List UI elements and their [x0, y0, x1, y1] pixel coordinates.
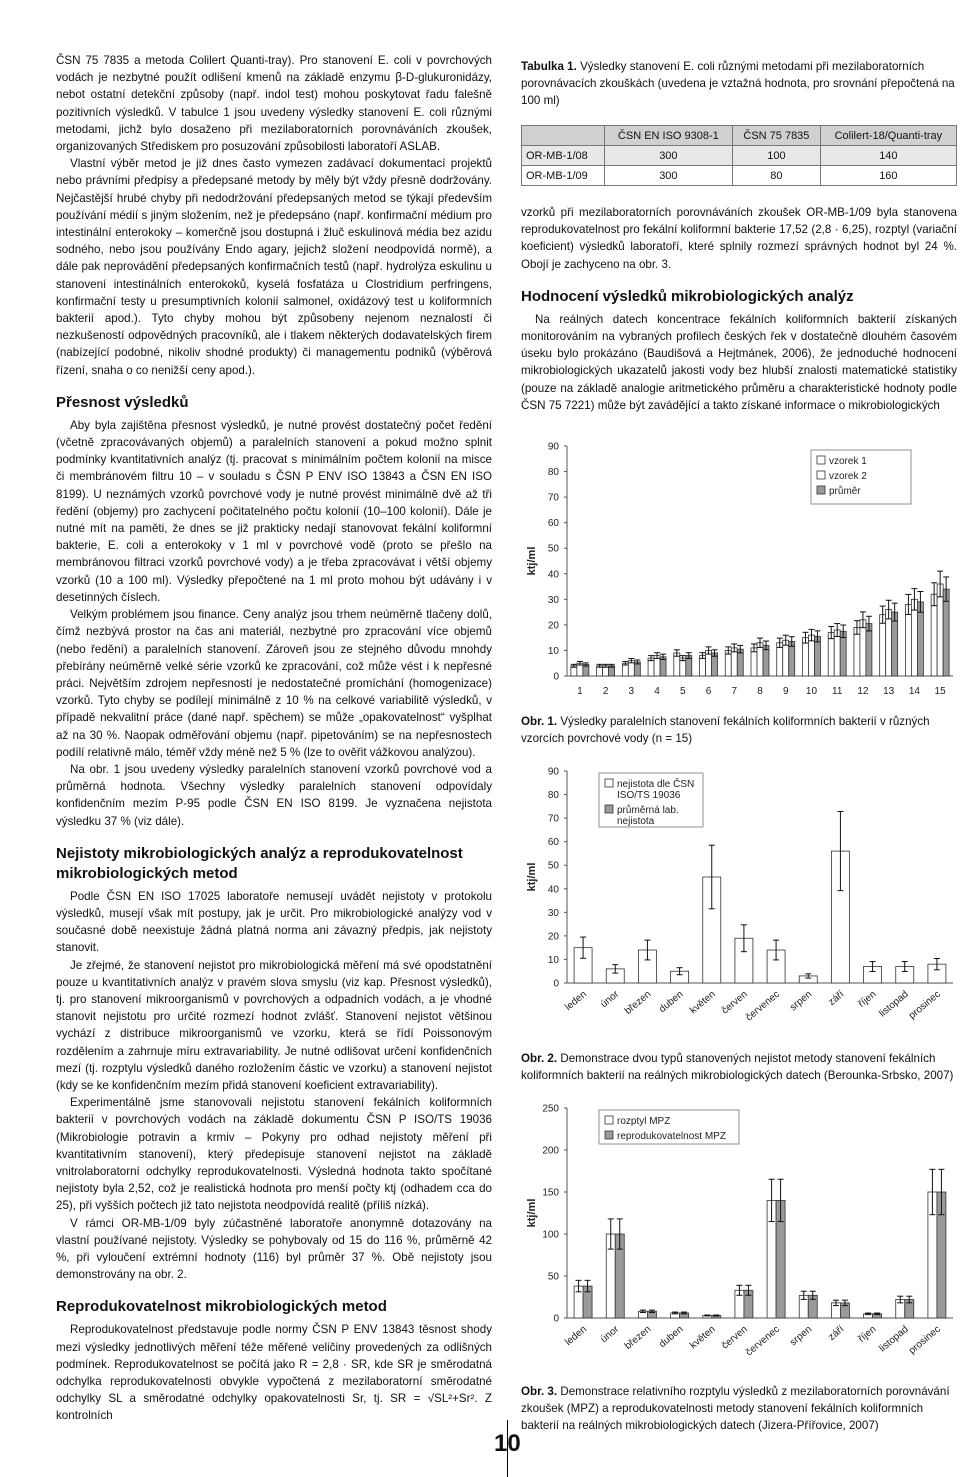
- chart-1: [521, 434, 957, 704]
- x-tick-label: říjen: [856, 1323, 879, 1345]
- x-tick-label: 8: [757, 686, 763, 698]
- figure-3-label: Obr. 3.: [521, 1385, 558, 1399]
- table-caption-label: Tabulka 1.: [521, 60, 577, 73]
- legend-label: vzorek 2: [829, 471, 867, 483]
- bar: [886, 610, 892, 676]
- legend-swatch: [817, 486, 825, 494]
- y-tick-label: 80: [547, 467, 559, 479]
- paragraph-presnost-2: Velkým problémem jsou finance. Ceny analýz jsou trhem neúměrně tlačeny dolů, čímž nezbývá prostor na čas ani materiál, nezbytné pro zpracování více objemů (nebo ředění) a paralelních stanovení. Zároveň jsou ze stejného důvodu mnohdy přebírány neúměrně velké série vzorků ke zpracování, což může vést i k nepřesné práci. Největším zdrojem nepřesností je nedostatečné promíchání (homogenizace) vzorků. Tyto chyby se podílejí minimálně z 10 % na celkové variabilitě výsledků, v případě nekvalitní práce (dané např. spěchem) se může „opakovatelnost“ vyšplhat až na 30 %. Naopak odměřování objemu (např. pipetováním) se na nepřesnostech podílí relativně málo, téměř vždy méně než 5 % (lze to ověřit vážkovou analýzou).: [56, 608, 492, 759]
- paragraph-after-table: vzorků při mezilaboratorních porovnáváních zkoušek OR-MB-1/09 byla stanovena reprodukovatelnost pro fekální koliformní bakterie 17,52 (2,8 · 6,25), rozptyl (variační koeficient) výsledků laboratoří, které splnily rozmezí správných hodnot byl 24 %. Obojí je zachyceno na obr. 3.: [521, 206, 957, 271]
- paragraph-intro-1: ČSN 75 7835 a metoda Colilert Quanti-tray). Pro stanovení E. coli v povrchových vodách je nezbytné použít odlišení kmenů na základě enzymu β-D-glukuronidázy, nebot ostatní detekční způsoby (např. indol test) mohou poskytovat řadu falešně pozitivních výsledků. V tabulce 1 jsou uvedeny výsledky stanovení E. coli různými metodami, jichž bylo dosaženo při mezilaboratorních porovnáváních zkoušek, organizovaných Střediskem pro posuzování způsobilosti laboratoří ASLAB.: [56, 54, 492, 154]
- x-tick-label: 7: [731, 686, 738, 698]
- y-tick-label: 90: [547, 441, 559, 453]
- figure-2: [521, 761, 957, 1046]
- x-tick-label: červenec: [743, 1323, 783, 1359]
- table-cell: 300: [604, 146, 732, 166]
- figure-3-caption: [521, 1383, 957, 1434]
- legend-label: průměrná lab.: [617, 805, 679, 817]
- bar: [917, 602, 923, 676]
- paragraph-reprodukovatelnost: Reprodukovatelnost představuje podle normy ČSN P ENV 13843 těsnost shody mezi výsledky jednotlivých měření téže měřené veličiny provedených za odlišných podmínek. Reprodukovatelnost se počítá jako R = 2,8 · SR, kde SR je směrodatná odchylka reprodukovatelnosti obvykle vypočtená z mezilaboratorní směrodatné odchylky SL a směrodatné odchylky opakovatelnosti Sr, tj. SR = √SL²+Sr². Z kontrolních: [56, 1323, 492, 1423]
- y-axis-label: ktj/ml: [526, 1198, 538, 1228]
- table-header-cell: ČSN 75 7835: [733, 126, 821, 146]
- figure-1-caption-text: Výsledky paralelních stanovení fekálních koliformních bakterií v různých vzorcích povrchové vody (n = 15): [521, 715, 930, 746]
- x-tick-label: duben: [657, 988, 686, 1016]
- x-tick-label: 10: [805, 686, 818, 698]
- y-tick-label: 50: [547, 543, 559, 555]
- bar: [892, 612, 898, 676]
- x-tick-label: 14: [908, 686, 920, 698]
- y-tick-label: 200: [542, 1145, 559, 1157]
- y-tick-label: 0: [553, 978, 559, 990]
- x-tick-label: březen: [622, 988, 654, 1017]
- table-caption: [521, 58, 957, 109]
- x-tick-label: únor: [598, 1323, 622, 1346]
- x-tick-label: prosinec: [906, 1323, 943, 1357]
- y-tick-label: 0: [553, 1313, 559, 1325]
- y-tick-label: 30: [547, 907, 559, 919]
- figure-2-caption: [521, 1050, 957, 1084]
- bar: [931, 594, 937, 676]
- figure-1: [521, 434, 957, 709]
- y-tick-label: 70: [547, 492, 559, 504]
- y-tick-label: 40: [547, 884, 559, 896]
- table-header-cell: Colilert-18/Quanti-tray: [820, 126, 956, 146]
- x-tick-label: 12: [857, 686, 869, 698]
- results-table: [521, 125, 957, 186]
- heading-hodnoceni: Hodnocení výsledků mikrobiologických analýz: [521, 287, 854, 305]
- legend-label: rozptyl MPZ: [617, 1116, 671, 1128]
- table-cell: OR-MB-1/08: [522, 146, 605, 166]
- x-tick-label: říjen: [856, 988, 879, 1010]
- paragraph-presnost-1: Aby byla zajištěna přesnost výsledků, je nutné provést dostatečný počet ředění (včetně zpracovávaných objemů) a paralelních stanovení a pokud možno splnit podmínky kvantitativních analýz (tj. pracovat s minimálním počtem kolonií na misce či membránovém filtru 10 – v souladu s ČSN P ENV ISO 13843 a ČSN EN ISO 8199). U neznámých vzorků povrchové vody je nutné provést minimálně dvě až tři ředění (objemy) pro zachycení počitatelného počtu kolonií (10–100 kolonií). Dále je nutné mít na paměti, že dnes se již prakticky nedají stanovovat fekální koliformní bakterie, E. coli a enterokoky v 1 ml v povrchové vodě (proto se přešlo na membránovou filtraci vzorků povrchové vody) a je třeba zpracovávat i větší objemy vzorků (10 a 100 ml). Výsledky přepočtené na 1 ml proto mohou být udávány i v desetinných číslech.: [56, 418, 492, 604]
- paragraph-hodnoceni: Na reálných datech koncentrace fekálních koliformních bakterií získaných monitorováním na vybraných profilech českých řek v dostatečně dlouhém časovém úseku bylo prokázáno (Baudišová a Hejtmánek, 2006), že jednoduché hodnocení mikrobiologických ukazatelů jakosti vody bez hlubší znalosti matematické statistiky (pouze na základě analogie aritmetického průměru a charakteristické hodnoty podle ČSN 75 7221) může být zavádějící a takto získané informace o mikrobiologických: [521, 312, 957, 412]
- table-cell: 100: [733, 146, 821, 166]
- right-column: [521, 58, 957, 1434]
- y-tick-label: 60: [547, 837, 559, 849]
- x-tick-label: září: [826, 988, 847, 1009]
- legend-label: reprodukovatelnost MPZ: [617, 1131, 726, 1143]
- legend-label: vzorek 1: [829, 456, 867, 468]
- legend-label: ISO/TS 19036: [617, 790, 681, 802]
- legend-swatch: [605, 805, 613, 813]
- chart-3: [521, 1098, 957, 1374]
- table-header-cell: ČSN EN ISO 9308-1: [604, 126, 732, 146]
- legend-swatch: [605, 1131, 613, 1139]
- bar: [880, 615, 886, 676]
- legend-swatch: [817, 456, 825, 464]
- bar: [860, 620, 866, 676]
- table-cell: 160: [820, 166, 956, 186]
- paragraph-nejistoty-1: Podle ČSN EN ISO 17025 laboratoře nemusejí uvádět nejistoty v protokolu výsledků, musejí však mít postupy, jak je určit. Pro mikrobiologické analýzy vod v současné době neexistuje žádná platná norma ani závazný předpis, jak nejistoty stanovit.: [56, 889, 492, 955]
- y-tick-label: 30: [547, 594, 559, 606]
- y-tick-label: 40: [547, 569, 559, 581]
- y-tick-label: 50: [547, 860, 559, 872]
- y-tick-label: 80: [547, 790, 559, 802]
- paragraph-presnost-3: Na obr. 1 jsou uvedeny výsledky paralelních stanovení vzorků povrchové vod a průměrná hodnota. Všechny výsledky paralelních stanovení odpovídaly konfidenčním mezím P-95 podle ČSN EN ISO 8199. Je vyznačena nejistota výsledku 37 % (viz dále).: [56, 762, 492, 828]
- bar: [866, 624, 872, 676]
- x-tick-label: 9: [782, 686, 789, 698]
- legend-swatch: [817, 471, 825, 479]
- x-tick-label: 11: [832, 686, 843, 698]
- table-cell: 140: [820, 146, 956, 166]
- y-axis-label: ktj/ml: [526, 862, 538, 892]
- figure-2-label: Obr. 2.: [521, 1052, 558, 1066]
- y-tick-label: 70: [547, 813, 559, 825]
- x-tick-label: 1: [577, 686, 583, 698]
- x-tick-label: 15: [934, 686, 946, 698]
- table-cell: 300: [604, 166, 732, 186]
- x-tick-label: listopad: [877, 1323, 911, 1355]
- x-tick-label: květen: [688, 988, 718, 1017]
- figure-2-caption-text: Demonstrace dvou typů stanovených nejistot metody stanovení fekálních koliformních bakterií na reálných mikrobiologických datech (Berounka-Srbsko, 2007): [521, 1052, 954, 1083]
- figure-3-caption-text: Demonstrace relativního rozptylu výsledků z mezilaboratorních porovnávání zkoušek (MPZ) a reprodukovatelnosti metody stanovení fekálních koliformních bakterií na reálných mikrobiologických datech (Jizera-Přířovice, 2007): [521, 1385, 950, 1433]
- legend-label: nejistota: [617, 816, 655, 828]
- bar: [911, 599, 917, 676]
- x-tick-label: leden: [563, 1323, 590, 1349]
- x-tick-label: listopad: [877, 988, 911, 1020]
- x-tick-label: 3: [628, 686, 635, 698]
- x-tick-label: červen: [719, 1323, 750, 1352]
- x-tick-label: 6: [705, 686, 712, 698]
- y-tick-label: 90: [547, 766, 559, 778]
- figure-1-label: Obr. 1.: [521, 715, 558, 729]
- x-tick-label: únor: [598, 988, 622, 1011]
- y-tick-label: 10: [547, 954, 559, 966]
- paragraph-nejistoty-3: Experimentálně jsme stanovovali nejistotu stanovení fekálních koliformních bakterií v povrchových vodách na základě dokumentu ČSN P ISO/TS 19036 (Mikrobiologie potravin a krmiv – Pokyny pro odhad nejistoty měření při kvantitativním stanovení), který předepisuje stanovení nejistot na základě vnitrolaboratorní odchylky reprodukovatelnosti. Výsledná hodnota takto spočítané nejistoty byla 2,52, což je realistická hodnota pro menší počty ktj (odhadem cca do 25), při vyšších počtech již tato nejistota neodpovídá realitě (příliš nízká).: [56, 1096, 492, 1213]
- heading-reprodukovatelnost: Reprodukovatelnost mikrobiologických metod: [56, 1298, 387, 1316]
- left-column: [56, 52, 492, 1425]
- page-number: 10: [494, 1430, 521, 1457]
- y-tick-label: 20: [547, 620, 559, 632]
- x-tick-label: červen: [719, 988, 750, 1017]
- table-cell: OR-MB-1/09: [522, 166, 605, 186]
- bar: [937, 584, 943, 676]
- y-tick-label: 50: [547, 1271, 559, 1283]
- heading-nejistoty: Nejistoty mikrobiologických analýz a reprodukovatelnost mikrobiologických metod: [56, 844, 463, 882]
- paragraph-nejistoty-2: Je zřejmé, že stanovení nejistot pro mikrobiologická měření má své opodstatnění pouze u kvantitativních analýz v pravém slova smyslu (viz kap. Přesnost výsledků), tj. pro stanovení mikroorganismů v povrchových a odpadních vodách, a je vhodné stanovit nejistotu pro určité rozmezí hodnot zvlášť. Stanovení nejistot většinou vychází z distribuce mikroorganismů ve vzorku, která se řídí Poissonovým rozdělením a zahrnuje míru extravariability. Je nutné odlišovat určení konfidenčních mezí (tj. rozptylu výsledků daného rozložením částic ve vzorku) a stanovení nejistot (kdy se ke konfidenčním mezím přidá stanovení koeficient extravariability).: [56, 958, 492, 1092]
- x-tick-label: 13: [883, 686, 895, 698]
- y-tick-label: 20: [547, 931, 559, 943]
- figure-3: [521, 1098, 957, 1379]
- bar: [943, 589, 949, 676]
- x-tick-label: červenec: [743, 988, 783, 1024]
- legend-label: průměr: [829, 486, 861, 498]
- x-tick-label: prosinec: [906, 988, 943, 1022]
- heading-presnost: Přesnost výsledků: [56, 393, 189, 411]
- x-tick-label: 2: [602, 686, 609, 698]
- table-cell: 80: [733, 166, 821, 186]
- legend-swatch: [605, 779, 613, 787]
- table-row: [522, 166, 957, 186]
- table-caption-text: Výsledky stanovení E. coli různými metodami při mezilaboratorních porovnávacích zkouškách (uvedena je vztažná hodnota, pro srovnání přepočtená na 100 ml): [521, 60, 955, 107]
- y-tick-label: 60: [547, 518, 559, 530]
- y-tick-label: 10: [547, 645, 559, 657]
- paragraph-nejistoty-4: V rámci OR-MB-1/09 byly zúčastněné laboratoře anonymně dotazovány na vlastní používané nejistoty. Výsledky se pohybovaly od 15 do 116 %, průměrně 42 %, při vyloučení extrémní hodnoty (116) byl průměr 37 %. Obě nejistoty jsou demonstrovány na obr. 2.: [56, 1216, 492, 1282]
- x-tick-label: duben: [657, 1323, 686, 1351]
- x-tick-label: leden: [563, 988, 590, 1014]
- y-tick-label: 0: [553, 671, 559, 683]
- y-tick-label: 250: [542, 1103, 559, 1115]
- y-tick-label: 150: [542, 1187, 559, 1199]
- y-axis-label: ktj/ml: [526, 546, 538, 576]
- table-row: [522, 146, 957, 166]
- paragraph-intro-2: Vlastní výběr metod je již dnes často vymezen zadávací dokumentací projektů nebo právními předpisy a předepsané metody by měly být vždy přesně dodržovány. Nejčastější hrubé chyby při nedodržování předepsaných metod se týkají především používání médií s jiným složením, než je předepsáno (např. konfirmační médium pro intestinální enterokoky – komerčně jsou dostupná i žluč eskulinová média bez azidu sodného, nebo jsou používány Endo agary, jejichž složení neodpovídá normě), a dále pak neprovádění předepsaných konfirmačních testů (např. hydrolýza eskulinu u stanovení intestinálních enterokoků, kyselá fosfatáza u Clostridium perfringens, konfirmační testy u presumptivních kolonií salmonel, oxidázový test u koliformních bakterií apod.). Tyto chyby mohou být způsobeny nejenom neznalostí či nezkušeností odpovědných pracovníků, ale i tlakem některých dodavatelských firem (nabízející podobné, nikoliv shodné produkty) či managementu podniků (výběrová řízení, snaha o co nenižší ceny apod.).: [56, 157, 492, 377]
- x-tick-label: září: [826, 1323, 847, 1344]
- table-header-row: [522, 126, 957, 146]
- x-tick-label: srpen: [787, 1323, 815, 1349]
- chart-2: [521, 761, 957, 1041]
- x-tick-label: 4: [654, 686, 660, 698]
- bar: [905, 604, 911, 676]
- legend-label: nejistota dle ČSN: [617, 779, 695, 791]
- table-header-cell: [522, 126, 605, 146]
- x-tick-label: srpen: [787, 988, 815, 1014]
- x-tick-label: březen: [622, 1323, 654, 1352]
- legend-swatch: [605, 1116, 613, 1124]
- x-tick-label: 5: [680, 686, 686, 698]
- figure-1-caption: [521, 713, 957, 747]
- y-tick-label: 100: [542, 1229, 559, 1241]
- x-tick-label: květen: [688, 1323, 718, 1352]
